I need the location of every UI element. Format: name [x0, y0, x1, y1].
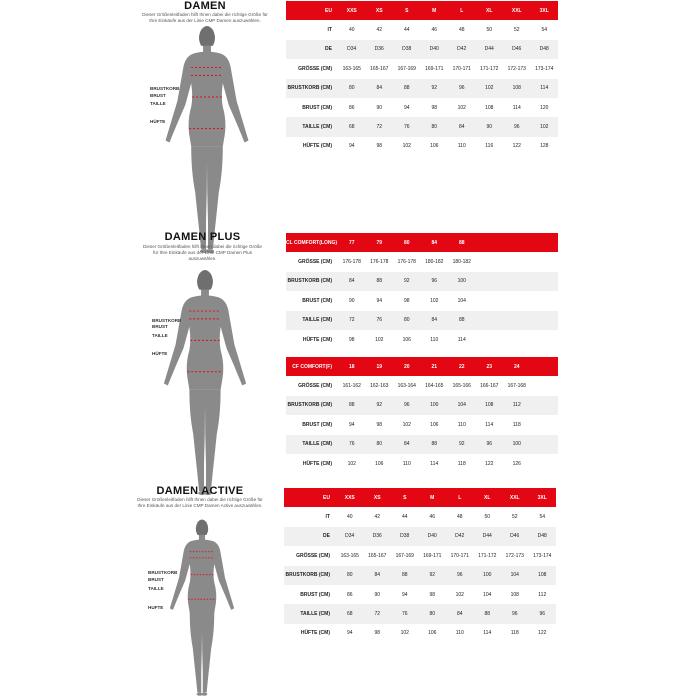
column-header: XL — [476, 1, 504, 20]
row-label: GRÖSSE (CM) — [298, 259, 332, 266]
table-cell: 68 — [338, 117, 366, 136]
table-cell: 98 — [403, 297, 410, 304]
table-cell: 88 — [448, 311, 476, 330]
table-cell: 110 — [457, 143, 466, 150]
table-cell: 118 — [512, 421, 521, 428]
table-cell: 102 — [455, 591, 464, 598]
table-cell: 164-165 — [425, 383, 444, 390]
row-label: GRÖSSE (CM) — [298, 65, 332, 72]
table-cell: 102 — [402, 143, 411, 150]
label-huefte: HÜFTE — [152, 351, 168, 356]
table-row — [286, 252, 558, 271]
table-cell: 76 — [366, 311, 394, 330]
row-label: GRÖSSE (CM) — [298, 383, 332, 390]
column-header: 88 — [448, 233, 476, 252]
table-cell: 96 — [446, 566, 474, 585]
table-header-label: CF COMFORT(F) — [286, 357, 338, 376]
table-cell: 176-178 — [342, 259, 361, 266]
table-cell: 104 — [501, 566, 529, 585]
table-cell: D38 — [391, 527, 419, 546]
table-row — [286, 396, 558, 415]
column-header: 3XL — [531, 1, 559, 20]
table-cell: 170-171 — [450, 552, 469, 559]
label-taille: TAILLE — [152, 333, 168, 338]
table-cell: 171-172 — [478, 552, 497, 559]
table-cell: 40 — [346, 514, 353, 521]
table-header-row — [286, 1, 558, 20]
table-cell: 94 — [401, 591, 408, 598]
row-label: IT — [327, 27, 332, 34]
table-cell: 120 — [540, 104, 549, 111]
table-cell: 52 — [513, 27, 520, 34]
table-cell: 92 — [448, 435, 476, 454]
table-cell: D42 — [446, 527, 474, 546]
table-cell: 86 — [348, 104, 355, 111]
table-cell: 106 — [428, 630, 437, 637]
table-header-label: EU — [286, 1, 338, 20]
table-cell: 102 — [430, 297, 439, 304]
table-cell: 98 — [374, 630, 381, 637]
table-cell: D34 — [338, 40, 366, 59]
table-cell: 176-178 — [370, 259, 389, 266]
table-cell: 172-173 — [507, 65, 526, 72]
table-cell: 40 — [348, 27, 355, 34]
table-cell: 104 — [457, 297, 466, 304]
table-header-row — [286, 233, 558, 252]
table-cell: 88 — [338, 396, 366, 415]
table-cell: 80 — [366, 435, 394, 454]
table-cell: 46 — [429, 514, 436, 521]
row-label: TAILLE (CM) — [286, 435, 338, 454]
column-header: XL — [474, 488, 502, 507]
table-cell: D44 — [476, 40, 504, 59]
table-cell: 98 — [348, 336, 355, 343]
table-header-label: CL COMFORT(LONG) — [286, 233, 338, 252]
table-cell: 106 — [430, 143, 439, 150]
table-cell: 161-162 — [342, 383, 361, 390]
size-table-damen-plus-long — [286, 233, 558, 349]
table-cell: 110 — [430, 336, 439, 343]
table-header-row — [286, 357, 558, 376]
table-cell: 54 — [541, 27, 548, 34]
table-cell: 102 — [476, 79, 504, 98]
table-row — [286, 272, 558, 291]
size-table-damen-active — [284, 488, 556, 643]
table-row — [284, 546, 556, 565]
table-cell: 90 — [476, 117, 504, 136]
row-label: TAILLE (CM) — [284, 604, 336, 623]
table-header-row — [284, 488, 556, 507]
table-cell: 98 — [431, 104, 438, 111]
table-cell: 167-169 — [397, 65, 416, 72]
column-header: L — [448, 1, 476, 20]
table-cell: 122 — [485, 460, 494, 467]
table-row — [286, 40, 558, 59]
table-cell: 76 — [391, 604, 419, 623]
row-label: HÜFTE (CM) — [302, 336, 332, 343]
row-label: IT — [325, 514, 330, 521]
table-cell: 108 — [510, 591, 519, 598]
table-cell: 92 — [419, 566, 447, 585]
table-cell: 84 — [446, 604, 474, 623]
table-cell: D48 — [531, 40, 559, 59]
table-cell: 114 — [531, 79, 559, 98]
table-cell: 44 — [401, 514, 408, 521]
table-cell: 180-182 — [425, 259, 444, 266]
table-cell: 108 — [503, 79, 531, 98]
column-header: XS — [364, 488, 392, 507]
table-cell: D38 — [393, 40, 421, 59]
table-cell: 162-163 — [370, 383, 389, 390]
table-row — [286, 435, 558, 454]
table-cell: 84 — [448, 117, 476, 136]
table-cell: 98 — [376, 421, 383, 428]
table-cell: D46 — [501, 527, 529, 546]
table-cell: 52 — [511, 514, 518, 521]
column-header: M — [421, 1, 449, 20]
table-row — [286, 330, 558, 349]
table-cell: 110 — [402, 460, 411, 467]
table-row — [286, 454, 558, 473]
table-cell-empty — [531, 376, 559, 395]
table-cell: 72 — [364, 604, 392, 623]
table-cell: D40 — [421, 40, 449, 59]
table-cell: 88 — [474, 604, 502, 623]
column-header: 80 — [393, 233, 421, 252]
label-brustkorb: BRUSTKORB — [148, 570, 178, 575]
table-cell: 112 — [503, 396, 531, 415]
column-header: 24 — [503, 357, 531, 376]
table-cell: 96 — [421, 272, 449, 291]
table-cell: 100 — [421, 396, 449, 415]
table-cell: 42 — [374, 514, 381, 521]
label-taille: TAILLE — [150, 101, 166, 106]
row-label: BRUSTKORB (CM) — [284, 566, 336, 585]
table-cell: 90 — [374, 591, 381, 598]
row-label: BRUSTKORB (CM) — [286, 272, 338, 291]
table-cell: 180-182 — [452, 259, 471, 266]
table-cell: 96 — [476, 435, 504, 454]
table-cell-empty — [476, 330, 559, 349]
table-cell: 76 — [338, 435, 366, 454]
table-cell: 102 — [402, 421, 411, 428]
row-label: TAILLE (CM) — [286, 311, 338, 330]
table-cell: 44 — [403, 27, 410, 34]
table-cell: 163-165 — [340, 552, 359, 559]
table-cell: 88 — [391, 566, 419, 585]
column-header: 84 — [421, 233, 449, 252]
table-cell: D44 — [474, 527, 502, 546]
table-cell: 102 — [457, 104, 466, 111]
table-cell: 167-169 — [395, 552, 414, 559]
table-cell: 100 — [448, 272, 476, 291]
woman-figure-damen-active — [150, 518, 254, 698]
table-cell: 172-173 — [505, 552, 524, 559]
table-cell: D34 — [336, 527, 364, 546]
label-brustkorb: BRUSTKORB — [150, 86, 180, 91]
table-cell: 106 — [375, 460, 384, 467]
table-cell: 102 — [375, 336, 384, 343]
table-cell: 122 — [538, 630, 547, 637]
column-header: S — [391, 488, 419, 507]
table-cell: 102 — [400, 630, 409, 637]
table-cell: 102 — [531, 117, 559, 136]
table-cell: 169-171 — [425, 65, 444, 72]
table-cell: 72 — [366, 117, 394, 136]
size-table-damen — [286, 1, 558, 156]
column-header: XS — [366, 1, 394, 20]
table-cell: 46 — [431, 27, 438, 34]
table-cell: 118 — [510, 630, 519, 637]
table-row — [286, 98, 558, 117]
table-cell: 48 — [458, 27, 465, 34]
table-row — [284, 585, 556, 604]
table-row — [286, 20, 558, 39]
column-header: XXS — [338, 1, 366, 20]
table-row — [286, 311, 558, 330]
table-cell: D36 — [364, 527, 392, 546]
table-row — [284, 566, 556, 585]
table-cell: 94 — [348, 421, 355, 428]
table-cell: 114 — [512, 104, 521, 111]
table-cell: 84 — [338, 272, 366, 291]
row-label: DE — [284, 527, 336, 546]
table-cell-empty — [531, 415, 559, 434]
section-description-damen-active: Dieser Größenleitfaden hilft Ihnen dabei die richtige Größe für Ihre Einkäufe aus der Linie CMP Damen Active auszuwählen. — [137, 497, 263, 508]
table-cell: 88 — [393, 79, 421, 98]
table-cell: 84 — [421, 311, 449, 330]
table-cell-empty — [531, 396, 559, 415]
table-cell: 104 — [483, 591, 492, 598]
table-cell: 108 — [529, 566, 557, 585]
table-cell: 50 — [484, 514, 491, 521]
table-cell: 96 — [393, 396, 421, 415]
table-cell: 106 — [402, 336, 411, 343]
table-cell: 54 — [539, 514, 546, 521]
label-huefte: HÜFTE — [150, 119, 166, 124]
table-cell-empty — [531, 454, 559, 473]
table-cell: 102 — [347, 460, 356, 467]
table-cell: 92 — [393, 272, 421, 291]
table-cell: D42 — [448, 40, 476, 59]
table-cell: 94 — [346, 630, 353, 637]
woman-figure-damen-plus — [150, 268, 260, 498]
table-cell: 173-174 — [535, 65, 554, 72]
table-cell: 86 — [346, 591, 353, 598]
table-row — [284, 507, 556, 526]
table-cell: D40 — [419, 527, 447, 546]
column-header: XXL — [503, 1, 531, 20]
table-cell: 167-168 — [507, 383, 526, 390]
table-cell: 112 — [538, 591, 547, 598]
table-cell: 84 — [393, 435, 421, 454]
column-header: L — [446, 488, 474, 507]
table-cell: 84 — [366, 79, 394, 98]
table-cell: 80 — [338, 79, 366, 98]
row-label: BRUST (CM) — [302, 104, 332, 111]
table-cell: 163-164 — [397, 383, 416, 390]
table-row — [286, 79, 558, 98]
table-cell: 92 — [366, 396, 394, 415]
table-cell: 50 — [486, 27, 493, 34]
table-cell: 176-178 — [397, 259, 416, 266]
table-cell: 96 — [501, 604, 529, 623]
label-taille: TAILLE — [148, 586, 164, 591]
table-cell: 80 — [419, 604, 447, 623]
table-cell: 42 — [376, 27, 383, 34]
table-cell: 170-171 — [452, 65, 471, 72]
table-cell: 94 — [348, 143, 355, 150]
table-row — [286, 291, 558, 310]
label-brust: BRUST — [148, 577, 164, 582]
section-title-damen-plus: DAMEN PLUS — [164, 231, 241, 243]
column-header: 20 — [393, 357, 421, 376]
table-cell: 84 — [364, 566, 392, 585]
table-cell-empty — [476, 272, 559, 291]
table-cell: 48 — [456, 514, 463, 521]
table-cell-empty — [531, 435, 559, 454]
table-cell: 100 — [503, 435, 531, 454]
table-cell: 118 — [457, 460, 466, 467]
column-header: 19 — [366, 357, 394, 376]
table-cell: 94 — [376, 297, 383, 304]
table-cell: 122 — [512, 143, 521, 150]
table-row — [284, 527, 556, 546]
table-row — [286, 415, 558, 434]
row-label: HÜFTE (CM) — [302, 460, 332, 467]
table-row — [284, 624, 556, 643]
label-brustkorb: BRUSTKORB — [152, 318, 182, 323]
table-cell: 165-167 — [368, 552, 387, 559]
column-header: 18 — [338, 357, 366, 376]
table-cell: 110 — [457, 421, 466, 428]
table-cell: 163-165 — [342, 65, 361, 72]
column-header: 77 — [338, 233, 366, 252]
table-cell: 98 — [429, 591, 436, 598]
row-label: BRUST (CM) — [300, 591, 330, 598]
row-label: HÜFTE (CM) — [300, 630, 330, 637]
table-cell: D46 — [503, 40, 531, 59]
table-cell: 173-174 — [533, 552, 552, 559]
table-cell: 100 — [474, 566, 502, 585]
table-cell: 114 — [483, 630, 492, 637]
column-header: 3XL — [529, 488, 557, 507]
table-cell: D48 — [529, 527, 557, 546]
column-header: S — [393, 1, 421, 20]
section-title-damen: DAMEN — [184, 0, 226, 12]
table-cell: 80 — [393, 311, 421, 330]
table-row — [286, 117, 558, 136]
table-cell: 96 — [503, 117, 531, 136]
table-cell: 80 — [336, 566, 364, 585]
table-cell: 104 — [448, 396, 476, 415]
table-cell: 108 — [476, 396, 504, 415]
table-cell: 98 — [376, 143, 383, 150]
size-table-damen-plus-comfort — [286, 357, 558, 473]
table-cell: 166-167 — [480, 383, 499, 390]
table-cell: D36 — [366, 40, 394, 59]
column-header: M — [419, 488, 447, 507]
row-label: HÜFTE (CM) — [302, 143, 332, 150]
row-label: BRUST (CM) — [302, 297, 332, 304]
table-cell: 165-166 — [452, 383, 471, 390]
table-cell: 76 — [393, 117, 421, 136]
table-cell: 126 — [512, 460, 521, 467]
table-cell: 110 — [455, 630, 464, 637]
label-huefte: HUFTE — [148, 605, 164, 610]
table-row — [284, 604, 556, 623]
row-label: BRUSTKORB (CM) — [286, 79, 338, 98]
table-cell: 114 — [430, 460, 439, 467]
table-cell: 68 — [336, 604, 364, 623]
table-cell: 80 — [421, 117, 449, 136]
label-brust: BRUST — [152, 324, 168, 329]
row-label: TAILLE (CM) — [286, 117, 338, 136]
section-description-damen: Dieser Größenleitfaden hilft Ihnen dabei die richtige Größe für Ihre Einkäufe aus der Linie CMP Damen auszuwählen. — [142, 12, 268, 23]
section-title-damen-active: DAMEN ACTIVE — [156, 485, 244, 497]
table-cell: 92 — [421, 79, 449, 98]
table-cell: 72 — [338, 311, 366, 330]
column-header: XXL — [501, 488, 529, 507]
table-cell: 114 — [457, 336, 466, 343]
column-header: 79 — [366, 233, 394, 252]
table-row — [286, 376, 558, 395]
table-cell: 88 — [366, 272, 394, 291]
table-cell: 94 — [403, 104, 410, 111]
table-cell-empty — [476, 291, 559, 310]
column-header: XXS — [336, 488, 364, 507]
table-header-label: EU — [284, 488, 336, 507]
table-cell: 114 — [485, 421, 494, 428]
column-header-empty — [531, 357, 559, 376]
column-header-empty — [476, 233, 559, 252]
table-cell: 108 — [485, 104, 494, 111]
column-header: 21 — [421, 357, 449, 376]
label-brust: BRUST — [150, 93, 166, 98]
column-header: 23 — [476, 357, 504, 376]
row-label: BRUST (CM) — [302, 421, 332, 428]
table-cell-empty — [476, 252, 559, 271]
table-cell: 169-171 — [423, 552, 442, 559]
woman-figure-damen — [155, 24, 259, 256]
table-cell: 171-172 — [480, 65, 499, 72]
row-label: BRUSTKORB (CM) — [286, 396, 338, 415]
table-row — [286, 137, 558, 156]
table-cell: 165-167 — [370, 65, 389, 72]
row-label: DE — [286, 40, 338, 59]
table-cell-empty — [476, 311, 559, 330]
table-cell: 96 — [448, 79, 476, 98]
table-cell: 90 — [348, 297, 355, 304]
table-cell: 96 — [529, 604, 557, 623]
table-cell: 116 — [485, 143, 494, 150]
table-cell: 88 — [421, 435, 449, 454]
table-cell: 128 — [540, 143, 549, 150]
row-label: GRÖSSE (CM) — [296, 552, 330, 559]
section-description-damen-plus: Dieser Größenleitfaden hilft Ihnen dabei die richtige Größe für Ihre Einkäufe aus der Linie CMP Damen Plus auszuwählen. — [143, 244, 262, 261]
column-header: 22 — [448, 357, 476, 376]
table-cell: 90 — [376, 104, 383, 111]
table-row — [286, 59, 558, 78]
table-cell: 106 — [430, 421, 439, 428]
